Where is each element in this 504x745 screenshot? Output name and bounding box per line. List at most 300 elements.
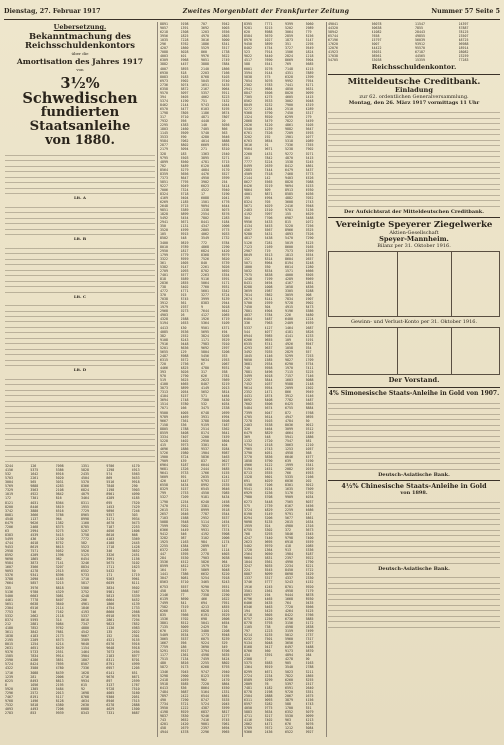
drawn-number: 4036 bbox=[305, 191, 314, 196]
drawn-number: 4108 bbox=[106, 541, 115, 545]
drawn-number: 1545 bbox=[305, 531, 314, 536]
drawn-number: 3282 bbox=[264, 701, 273, 706]
drawn-number: 3540 bbox=[285, 665, 293, 670]
drawn-number: 1338 bbox=[201, 208, 209, 213]
drawn-number: 1718 bbox=[106, 545, 115, 550]
drawn-number: 8871 bbox=[264, 191, 273, 196]
drawn-number: 2657 bbox=[305, 256, 314, 261]
drawn-number: 4999 bbox=[131, 662, 140, 667]
drawn-number: 9646 bbox=[221, 487, 230, 492]
drawn-number: 3746 bbox=[244, 580, 252, 585]
drawn-number: 436 bbox=[30, 536, 37, 541]
drawn-number: 2403 bbox=[244, 422, 252, 427]
drawn-number: 2295 bbox=[305, 42, 314, 47]
drawn-number: 7209 bbox=[180, 495, 189, 500]
drawn-number: 7902 bbox=[305, 147, 314, 152]
drawn-number: 9344 bbox=[221, 511, 230, 516]
drawn-number: 8311 bbox=[81, 500, 89, 505]
drawn-number: 8964 bbox=[264, 260, 273, 265]
drawn-number: 304 bbox=[244, 216, 250, 221]
drawn-number: 1105 bbox=[244, 624, 252, 629]
drawn-number: 458 bbox=[160, 588, 166, 593]
drawn-number: 2829 bbox=[285, 349, 293, 354]
drawn-number: 6153 bbox=[305, 183, 314, 188]
drawn-number: 7400 bbox=[305, 535, 314, 540]
drawn-number: 7470 bbox=[160, 503, 168, 508]
drawn-number: 9183 bbox=[180, 74, 189, 79]
drawn-number: 4180 bbox=[5, 625, 13, 630]
drawn-number: 9676 bbox=[106, 674, 115, 679]
drawn-number: 4868 bbox=[201, 244, 209, 249]
drawn-number: 5642 bbox=[221, 309, 230, 314]
drawn-number: 2994 bbox=[30, 528, 39, 533]
drawn-number: 7965 bbox=[244, 446, 252, 451]
drawn-number: 4005 bbox=[106, 690, 115, 695]
drawn-number: 7903 bbox=[201, 556, 209, 561]
drawn-number: 8741 bbox=[264, 341, 273, 346]
drawn-number: 7018 bbox=[221, 576, 230, 581]
drawn-number: 924 bbox=[264, 523, 271, 528]
drawn-number: 368 bbox=[305, 450, 312, 455]
drawn-number: 5563 bbox=[131, 472, 140, 477]
drawn-number: 6309 bbox=[160, 58, 168, 63]
drawn-number: 1813 bbox=[285, 252, 293, 257]
drawn-number: 54705 bbox=[328, 58, 338, 63]
drawn-number: 8 bbox=[5, 682, 7, 687]
drawn-number: 8919 bbox=[264, 665, 273, 670]
drawn-number: 3535 bbox=[221, 697, 230, 702]
drawn-number: 2788 bbox=[305, 665, 314, 670]
drawn-number: 913 bbox=[285, 548, 291, 553]
drawn-number: 2114 bbox=[55, 605, 64, 610]
drawn-number: 9837 bbox=[160, 714, 168, 719]
drawn-number: 2179 bbox=[160, 147, 168, 152]
drawn-number: 676 bbox=[285, 722, 291, 727]
drawn-number: 4056 bbox=[106, 528, 115, 533]
drawn-number: 8493 bbox=[30, 678, 39, 683]
drawn-number: 575 bbox=[244, 503, 250, 508]
drawn-number: 4289 bbox=[106, 496, 115, 501]
drawn-number: 8560 bbox=[180, 159, 189, 164]
drawn-number: 394 bbox=[160, 94, 166, 99]
drawn-number: 1658 bbox=[285, 285, 293, 290]
drawn-number: 5783 bbox=[264, 82, 273, 87]
drawn-number: 4077 bbox=[305, 641, 314, 646]
drawn-number: 351 bbox=[305, 705, 312, 710]
drawn-number: 565 bbox=[30, 480, 37, 485]
drawn-number: 3225 bbox=[305, 370, 314, 375]
drawn-number: 933 bbox=[221, 353, 228, 358]
drawn-number: 6279 bbox=[180, 167, 189, 172]
drawn-number: 6816 bbox=[180, 661, 189, 666]
chin-anleihe-title: 4½% Chinesische Staats-Anleihe in Gold bbox=[341, 481, 487, 490]
drawn-number: 3758 bbox=[81, 532, 89, 537]
drawn-number: 5702 bbox=[180, 616, 189, 621]
drawn-number: 6971 bbox=[221, 523, 230, 528]
drawn-number: 1953 bbox=[221, 357, 230, 362]
drawn-number: 1399 bbox=[305, 248, 314, 253]
drawn-numbers-table bbox=[160, 22, 240, 734]
drawn-number: 6453 bbox=[264, 224, 273, 229]
drawn-number: 7256 bbox=[305, 224, 314, 229]
drawn-number: 2290 bbox=[221, 592, 230, 597]
drawn-number: 5883 bbox=[244, 709, 252, 714]
drawn-number: 7690 bbox=[264, 58, 273, 63]
drawn-number: 8884 bbox=[305, 406, 314, 411]
drawn-number: 6566 bbox=[305, 604, 314, 609]
drawn-number: 7852 bbox=[30, 625, 39, 630]
drawn-number: 7983 bbox=[201, 341, 209, 346]
vsz-ag: Aktien-Gesellschaft bbox=[389, 229, 439, 236]
drawn-number: 9789 bbox=[160, 414, 168, 419]
drawn-number: 4387 bbox=[201, 705, 209, 710]
drawn-number: 9325 bbox=[305, 228, 314, 233]
drawn-number: 6408 bbox=[180, 430, 189, 435]
drawn-number: 7399 bbox=[244, 410, 252, 415]
drawn-number: 1471 bbox=[264, 390, 273, 395]
drawn-number: 9357 bbox=[106, 512, 115, 517]
drawn-number: 4351 bbox=[285, 70, 293, 75]
drawn-number: 4644 bbox=[221, 204, 230, 209]
drawn-number: 1351 bbox=[81, 464, 89, 469]
drawn-number: 3016 bbox=[201, 38, 209, 43]
drawn-number: 8785 bbox=[81, 524, 89, 529]
drawn-number: 1364 bbox=[264, 548, 273, 553]
drawn-number: 6424 bbox=[221, 657, 230, 662]
drawn-number: 8585 bbox=[285, 191, 293, 196]
drawn-number: 7802 bbox=[201, 216, 209, 221]
drawn-number: 2183 bbox=[106, 654, 115, 659]
drawn-number: 363 bbox=[221, 131, 228, 136]
drawn-number: 171 bbox=[106, 573, 113, 578]
drawn-number: 206 bbox=[81, 597, 87, 602]
drawn-number: 1496 bbox=[30, 698, 39, 703]
drawn-number: 9570 bbox=[160, 90, 168, 95]
drawn-number: 6570 bbox=[160, 106, 168, 111]
drawn-number: 1828 bbox=[160, 212, 168, 217]
drawn-number: 1177 bbox=[160, 653, 168, 658]
drawn-number: 4958 bbox=[285, 450, 293, 455]
drawn-number: 4077 bbox=[264, 329, 273, 334]
drawn-number: 76 bbox=[264, 681, 269, 686]
drawn-number: 2739 bbox=[264, 503, 273, 508]
drawn-number: 4100 bbox=[160, 382, 168, 387]
drawn-number: 8615 bbox=[55, 545, 64, 550]
drawn-number: 6218 bbox=[160, 30, 168, 35]
drawn-number: 1186 bbox=[201, 111, 209, 116]
drawn-number: 4542 bbox=[81, 630, 89, 635]
drawn-number: 2130 bbox=[55, 536, 64, 541]
drawn-number: 4817 bbox=[244, 236, 252, 241]
drawn-number: 6452 bbox=[131, 597, 140, 602]
drawn-number: 3908 bbox=[221, 531, 230, 536]
drawn-number: 9551 bbox=[221, 584, 230, 589]
drawn-number: 1860 bbox=[180, 46, 189, 51]
drawn-number: 2483 bbox=[244, 208, 252, 213]
drawn-number: 5149 bbox=[264, 511, 273, 516]
drawn-number: 4322 bbox=[5, 666, 13, 671]
drawn-number: 205 bbox=[201, 548, 207, 553]
drawn-number: 574 bbox=[106, 472, 113, 477]
drawn-number: 7187 bbox=[106, 524, 115, 529]
drawn-number: 4337 bbox=[285, 576, 293, 581]
drawn-number: 8834 bbox=[81, 565, 89, 570]
drawn-number: 8559 bbox=[160, 430, 168, 435]
drawn-number: 4241 bbox=[221, 475, 230, 480]
drawn-number: 6426 bbox=[244, 183, 252, 188]
drawn-number: 1283 bbox=[221, 216, 230, 221]
drawn-number: 7358 bbox=[201, 592, 209, 597]
drawn-number: 2952 bbox=[201, 515, 209, 520]
drawn-number: 166 bbox=[180, 406, 187, 411]
drawn-number: 1711 bbox=[106, 565, 115, 570]
drawn-number: 4034 bbox=[221, 402, 230, 407]
drawn-number: 3656 bbox=[180, 171, 189, 176]
drawn-number: 6048 bbox=[221, 568, 230, 573]
drawn-number: 3605 bbox=[264, 612, 273, 617]
drawn-number: 8584 bbox=[244, 34, 252, 39]
drawn-number: 4504 bbox=[81, 476, 89, 481]
drawn-number: 2737 bbox=[305, 633, 314, 638]
drawn-number: 2950 bbox=[160, 248, 168, 253]
drawn-number: 9435 bbox=[305, 600, 314, 605]
drawn-number: 2900 bbox=[180, 673, 189, 678]
drawn-number: 5503 bbox=[180, 155, 189, 160]
drawn-number: 4950 bbox=[201, 175, 209, 180]
drawn-number: 7658 bbox=[371, 34, 380, 39]
drawn-number: 4152 bbox=[305, 580, 314, 585]
drawn-number: 1873 bbox=[285, 38, 293, 43]
drawn-number: 2166 bbox=[305, 475, 314, 480]
drawn-number: 186 bbox=[180, 645, 187, 650]
drawn-number: 361 bbox=[160, 260, 166, 265]
drawn-number: 6075 bbox=[201, 637, 209, 642]
drawn-number: 9246 bbox=[201, 714, 209, 719]
drawn-number: 4509 bbox=[244, 171, 252, 176]
drawn-number: 7951 bbox=[221, 600, 230, 605]
mdc-signature: Der Aufsichtsrat der Mitteldeutschen Creditbank. bbox=[344, 208, 484, 215]
drawn-number: 8702 bbox=[201, 268, 209, 273]
drawn-number: 8762 bbox=[180, 42, 189, 47]
drawn-number: 5071 bbox=[244, 260, 252, 265]
drawn-number: 649 bbox=[221, 645, 228, 650]
drawn-number: 2409 bbox=[285, 321, 293, 326]
drawn-number: 9747 bbox=[201, 669, 209, 674]
drawn-number: 6479 bbox=[5, 520, 13, 525]
drawn-number: 152 bbox=[244, 256, 250, 261]
drawn-number: 9485 bbox=[221, 467, 230, 472]
drawn-number: 5595 bbox=[30, 617, 39, 622]
drawn-number: 5032 bbox=[244, 268, 252, 273]
drawn-number: 194 bbox=[244, 608, 250, 613]
drawn-number: 4947 bbox=[285, 414, 293, 419]
drawn-number: 6916 bbox=[55, 472, 64, 477]
drawn-number: 1415 bbox=[305, 94, 314, 99]
drawn-number: 8450 bbox=[285, 568, 293, 573]
drawn-number: 1767 bbox=[131, 682, 140, 687]
drawn-number: 6454 bbox=[81, 557, 89, 562]
drawn-number: 8793 bbox=[221, 665, 230, 670]
drawn-number: 9740 bbox=[221, 78, 230, 83]
drawn-number: 8015 bbox=[5, 642, 13, 647]
drawn-number: 840 bbox=[201, 260, 207, 265]
drawn-number: 6039 bbox=[106, 581, 115, 586]
drawn-number: 7664 bbox=[5, 581, 13, 586]
drawn-number: 6753 bbox=[160, 584, 168, 589]
drawn-number: 4139 bbox=[131, 601, 140, 606]
drawn-number: 3317 bbox=[264, 576, 273, 581]
drawn-number: 8462 bbox=[160, 102, 168, 107]
drawn-number: 4961 bbox=[81, 601, 89, 606]
drawn-number: 9965 bbox=[221, 730, 230, 735]
drawn-number: 4193 bbox=[81, 609, 89, 614]
drawn-number: 8220 bbox=[221, 572, 230, 577]
drawn-number: 5364 bbox=[201, 321, 209, 326]
drawn-number: 1364 bbox=[244, 665, 252, 670]
drawn-number: 7795 bbox=[180, 179, 189, 184]
drawn-number: 7547 bbox=[285, 438, 293, 443]
drawn-number: 3789 bbox=[244, 726, 252, 731]
drawn-number: 3480 bbox=[201, 629, 209, 634]
drawn-number: 4716 bbox=[81, 674, 89, 679]
drawn-number: 5722 bbox=[305, 568, 314, 573]
drawn-number: 5357 bbox=[201, 90, 209, 95]
drawn-number: 5114 bbox=[201, 519, 209, 524]
drawn-number: 8706 bbox=[221, 649, 230, 654]
drawn-number: 984 bbox=[201, 540, 207, 544]
drawn-number: 9270 bbox=[201, 588, 209, 593]
drawn-number: 6508 bbox=[221, 418, 230, 423]
drawn-number: 2805 bbox=[201, 228, 209, 233]
drawn-number: 2720 bbox=[264, 438, 273, 443]
drawn-number: 4605 bbox=[285, 94, 293, 99]
drawn-number: 326 bbox=[244, 426, 250, 431]
drawn-number: 615 bbox=[81, 682, 87, 687]
drawn-number: 5593 bbox=[305, 131, 314, 136]
drawn-number: 9614 bbox=[244, 386, 252, 391]
drawn-number: 3788 bbox=[201, 418, 209, 423]
drawn-number: 519 bbox=[160, 378, 166, 383]
drawn-number: 8992 bbox=[201, 483, 209, 488]
drawn-number: 2709 bbox=[160, 268, 168, 273]
drawn-number: 9715 bbox=[180, 204, 189, 209]
drawn-number: 6755 bbox=[285, 406, 293, 411]
drawn-number: 7519 bbox=[180, 604, 189, 609]
drawn-number: 3081 bbox=[55, 593, 64, 598]
drawn-number: 4413 bbox=[160, 325, 168, 330]
drawn-number: 3464 bbox=[81, 496, 89, 501]
drawn-number: 4328 bbox=[160, 317, 168, 322]
drawn-number: 590 bbox=[180, 135, 187, 140]
drawn-number: 9147 bbox=[180, 264, 189, 269]
drawn-number: 6088 bbox=[81, 706, 89, 711]
drawn-number: 9733 bbox=[81, 573, 89, 578]
drawn-number: 9667 bbox=[160, 418, 168, 423]
drawn-number: 3538 bbox=[264, 422, 273, 427]
drawn-number: 1059 bbox=[180, 677, 189, 682]
drawn-number: 41082 bbox=[371, 30, 382, 35]
drawn-number: 4577 bbox=[305, 455, 314, 460]
drawn-number: 6872 bbox=[180, 86, 189, 91]
drawn-number: 4127 bbox=[264, 325, 273, 330]
drawn-number: 2418 bbox=[160, 677, 168, 682]
drawn-number: 7571 bbox=[30, 549, 39, 554]
drawn-number: 28443 bbox=[415, 30, 425, 35]
drawn-number: 930 bbox=[264, 264, 271, 269]
drawn-number: 3414 bbox=[221, 183, 230, 188]
drawn-number: 8359 bbox=[160, 171, 168, 176]
drawn-number: 2824 bbox=[285, 54, 293, 59]
drawn-number: 4181 bbox=[285, 329, 293, 334]
drawn-number: 1200 bbox=[201, 434, 209, 439]
drawn-number: 4686 bbox=[305, 507, 314, 512]
drawn-number: 8329 bbox=[160, 487, 168, 492]
drawn-number: 7565 bbox=[285, 499, 293, 504]
drawn-number: 1585 bbox=[264, 357, 273, 362]
drawn-number: 9823 bbox=[106, 621, 115, 626]
drawn-number: 9577 bbox=[221, 463, 230, 468]
drawn-number: 6544 bbox=[201, 693, 209, 698]
drawn-number: 8647 bbox=[180, 175, 189, 180]
drawn-number: 1720 bbox=[244, 548, 252, 553]
drawn-number: 2144 bbox=[180, 102, 189, 107]
drawn-number: 9263 bbox=[106, 577, 115, 582]
drawn-number: 9435 bbox=[264, 600, 273, 605]
drawn-number: 3976 bbox=[30, 585, 39, 590]
drawn-number: 4926 bbox=[285, 341, 293, 346]
drawn-number: 281 bbox=[30, 674, 37, 679]
header-date: Dienstag, 27. Februar 1917 bbox=[4, 7, 101, 15]
text-block bbox=[5, 244, 155, 293]
drawn-number: 9690 bbox=[5, 557, 13, 562]
drawn-number: 8766 bbox=[244, 649, 252, 654]
drawn-number: 346 bbox=[106, 549, 113, 554]
drawn-number: 9768 bbox=[5, 698, 13, 703]
drawn-number: 2144 bbox=[244, 175, 252, 180]
drawn-number: 7830 bbox=[180, 714, 189, 719]
drawn-number: 3931 bbox=[201, 414, 209, 419]
drawn-number: 6554 bbox=[305, 252, 314, 257]
drawn-number: 4550 bbox=[201, 491, 209, 496]
drawn-number: 8135 bbox=[264, 519, 273, 524]
drawn-number: 6931 bbox=[221, 285, 230, 290]
drawn-number: 5438 bbox=[264, 236, 273, 241]
drawn-number: 1198 bbox=[106, 488, 115, 493]
drawn-number: 5020 bbox=[55, 476, 64, 481]
drawn-number: 3171 bbox=[106, 516, 115, 521]
drawn-number: 2862 bbox=[244, 722, 252, 727]
drawn-number: 95570 bbox=[415, 46, 425, 51]
drawn-number: 4079 bbox=[81, 492, 89, 497]
drawn-number: 9001 bbox=[201, 722, 209, 727]
drawn-number: 3301 bbox=[201, 442, 209, 447]
drawn-number: 1738 bbox=[221, 50, 230, 55]
drawn-number: 9050 bbox=[244, 357, 252, 362]
drawn-number: 6266 bbox=[244, 337, 252, 342]
anleihe-title-line1: 3½% Schwedischen bbox=[22, 75, 138, 107]
drawn-number: 3448 bbox=[264, 499, 273, 504]
drawn-number: 91 bbox=[264, 143, 269, 148]
drawn-number: 3948 bbox=[305, 204, 314, 209]
drawn-number: 836 bbox=[180, 685, 187, 690]
drawn-number: 4141 bbox=[285, 333, 293, 338]
drawn-number: 1926 bbox=[201, 317, 209, 322]
drawn-number: 5857 bbox=[30, 581, 39, 586]
drawn-number: 8564 bbox=[160, 167, 168, 172]
drawn-number: 7429 bbox=[131, 504, 140, 509]
drawn-number: 8049 bbox=[244, 102, 252, 107]
drawn-number: 7290 bbox=[305, 236, 314, 241]
